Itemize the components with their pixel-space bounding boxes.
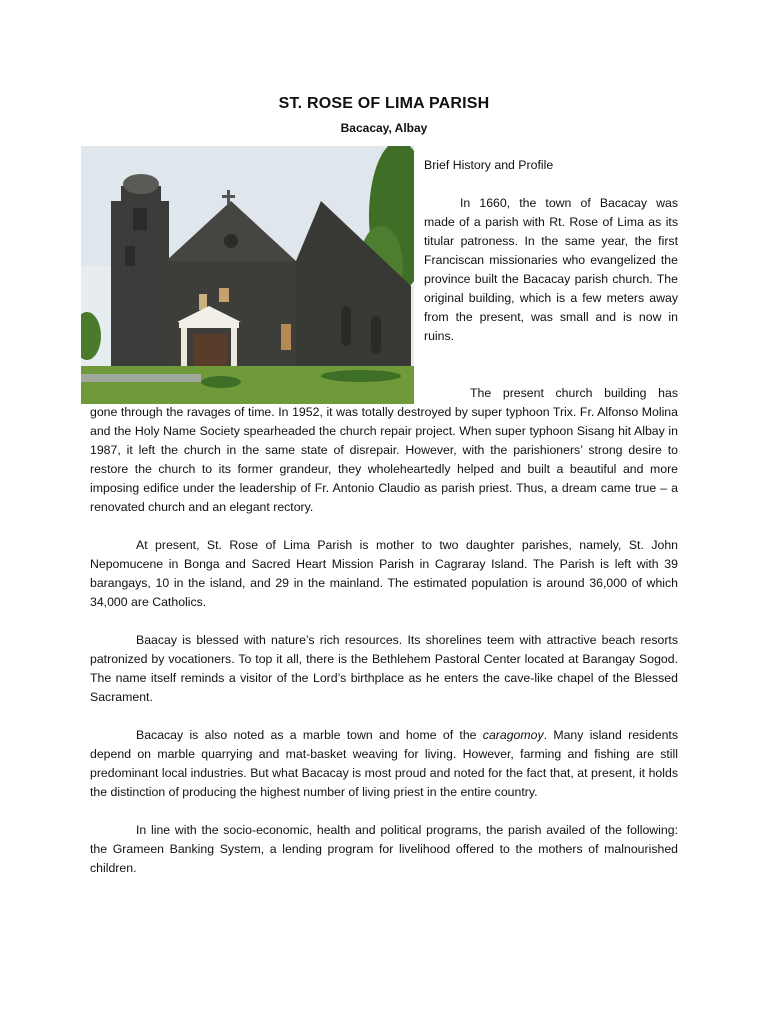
paragraph-4: Baacay is blessed with nature’s rich resources. Its shorelines teem with attractive beach resorts patronized by vocationers. To top it all, there is the Bethlehem Pastoral Center located at Barangay Sogod. The name itself reminds a visitor of the Lord’s birthplace as he enters the cave-like chapel of the Blessed Sacrament. bbox=[90, 633, 678, 704]
church-photo bbox=[81, 146, 414, 404]
paragraph-1 bbox=[424, 194, 678, 346]
page-title: ST. ROSE OF LIMA PARISH bbox=[278, 95, 490, 112]
paragraph-2 bbox=[90, 384, 678, 517]
paragraph-2-first-text: The present church building has bbox=[470, 386, 678, 400]
paragraph-5-a: Bacacay is also noted as a marble town and home of the bbox=[136, 728, 483, 742]
section-heading: Brief History and Profile bbox=[424, 158, 554, 172]
paragraph-5 bbox=[90, 726, 678, 802]
paragraph-6: In line with the socio-economic, health and political programs, the parish availed of the following: the Grameen Banking System, a lending program for livelihood offered to the mothers of malnourished children. bbox=[90, 823, 678, 875]
paragraph-3: At present, St. Rose of Lima Parish is mother to two daughter parishes, namely, St. John Nepomucene in Bonga and Sacred Heart Mission Parish in Cagraray Island. The Parish is left with 39 barangays, 10 in the island, and 29 in the mainland. The estimated population is around 36,000 of which 34,000 are Catholics. bbox=[90, 538, 678, 609]
paragraph-2-rest: gone through the ravages of time. In 1952, it was totally destroyed by super typhoon Trix. Fr. Alfonso Molina and the Holy Name Society spearheaded the church repair project. When super typhoon Sisang hit Albay in 1987, it left the church in the same state of disrepair. However, with the parishioners’ strong desire to restore the church to its former grandeur, they wholeheartedly helped and built a beautiful and more imposing edifice under the leadership of Fr. Antonio Claudio as parish priest. Thus, a dream came true – a renovated church and an elegant rectory. bbox=[90, 405, 678, 514]
paragraph-1-text: In 1660, the town of Bacacay was made of a parish with Rt. Rose of Lima as its titular patroness. In the same year, the first Franciscan missionaries who evangelized the province built the Bacacay parish church. The original building, which is a few meters away from the present, was small and is now in ruins. bbox=[424, 196, 678, 343]
paragraph-2-first-line bbox=[90, 384, 678, 403]
paragraph-5-emphasis: caragomoy bbox=[482, 728, 544, 742]
paragraph-5-b: . Many island residents depend on marble quarrying and mat-basket weaving for living. However, farming and fishing are still predominant local industries. But what Bacacay is most proud and noted for the fact that, at present, it holds the distinction of producing the highest number of living priest in the entire country. bbox=[90, 728, 679, 799]
main-body bbox=[90, 384, 678, 897]
intro-column bbox=[424, 156, 678, 346]
page-subtitle: Bacacay, Albay bbox=[340, 121, 428, 135]
